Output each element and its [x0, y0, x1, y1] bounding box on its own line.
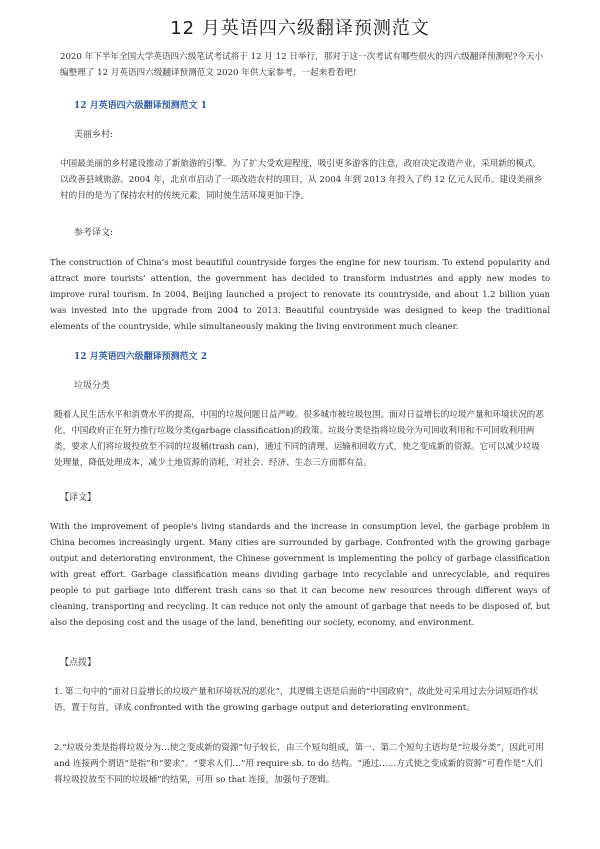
- section2-ref-label: 【译文】: [60, 493, 97, 503]
- page-title: 12 月英语四六级翻译预测范文: [170, 18, 430, 39]
- section2-heading: 12 月英语四六级翻译预测范文 2: [74, 352, 208, 362]
- note-1: 1. 第二句中的“面对日益增长的垃圾产量和环境状况的恶化”，其逻辑主语是后面的“中国政府”，故此处可采用过去分词短语作状语，置于句首，译成 confronted with the growing garbage output and deteriorating environment。: [54, 687, 538, 713]
- section1-topic: 美丽乡村:: [74, 130, 114, 140]
- section1-heading: 12 月英语四六级翻译预测范文 1: [74, 101, 208, 111]
- notes-label: 【点拨】: [60, 658, 97, 668]
- section1-ref-label: 参考译文:: [74, 228, 114, 238]
- section2-chinese: 随着人民生活水平和消费水平的提高，中国的垃圾问题日益严峻。很多城市被垃圾包围。面对日益增长的垃圾产量和环境状况的恶化，中国政府正在努力推行垃圾分类(garbage classification)的政策。垃圾分类是指将垃圾分为可回收利用和不可回收利用两类，要求人们将垃圾投放至不同的垃圾桶(trash can)，通过不同的清理、运输和回收方式，使之变成新的资源。它可以减少垃圾处理量，降低处理成本，减少土地资源的消耗，对社会、经济、生态三方面都有益。: [54, 410, 544, 468]
- section1-english: The construction of China’s most beautiful countryside forges the engine for new tourism. To extend popularity and attract more tourists’ attention, the government has decided to transform industries and apply new modes to improve rural tourism. In 2004, Beijing launched a project to renovate its countryside, and about 1.2 billion yuan was invested into the upgrade from 2004 to 2013. Beautiful countryside was designed to keep the traditional elements of the countryside, while simultaneously making the living environment much cleaner.: [50, 257, 550, 331]
- section2-english: With the improvement of people's living standards and the increase in consumption level, the garbage problem in China becomes increasingly urgent. Many cities are surrounded by garbage. Confronted with the growing garbage output and deteriorating environment, the Chinese government is implementing the policy of garbage classification with great effort. Garbage classification means dividing garbage into recyclable and unrecyclable, and requires people to put garbage into different trash cans so that it can become new resources through different ways of cleaning, transporting and recycling. It can reduce not only the amount of garbage that needs to be disposed of, but also the deposing cost and the usage of the land, benefiting our society, economy, and environment.: [50, 521, 550, 627]
- intro-paragraph: 2020 年下半年全国大学英语四六级笔试考试将于 12 月 12 日举行，那对于这一次考试有哪些很火的四六级翻译预测呢?今天小编整理了 12 月英语四六级翻译预测范文 2020 年供大家参考，一起来看看吧!: [60, 52, 544, 78]
- section2-topic: 垃圾分类: [74, 381, 111, 391]
- note-2: 2.“垃圾分类是指将垃圾分为…使之变成新的资源”句子较长，由三个短句组成，第一、第二个短句主语均是“垃圾分类”，因此可用 and 连接两个谓语“是指”和“要求”。“要求人们…”用 require sb. to do 结构。“通过……方式使之变成新的资源”可看作是“人们将垃圾投放至不同的垃圾桶”的结果，可用 so that 连接，加强句子逻辑。: [54, 743, 544, 785]
- section1-chinese: 中国最美丽的乡村建设推动了新旅游的引擎。为了扩大受欢迎程度，吸引更多游客的注意，政府决定改造产业，采用新的模式，以改善县域旅游。2004 年，北京市启动了一项改造农村的项目，从 2004 年到 2013 年投入了约 12 亿元人民币。建设美丽乡村的目的是为了保持农村的传统元素，同时使生活环境更加干净。: [60, 159, 543, 201]
